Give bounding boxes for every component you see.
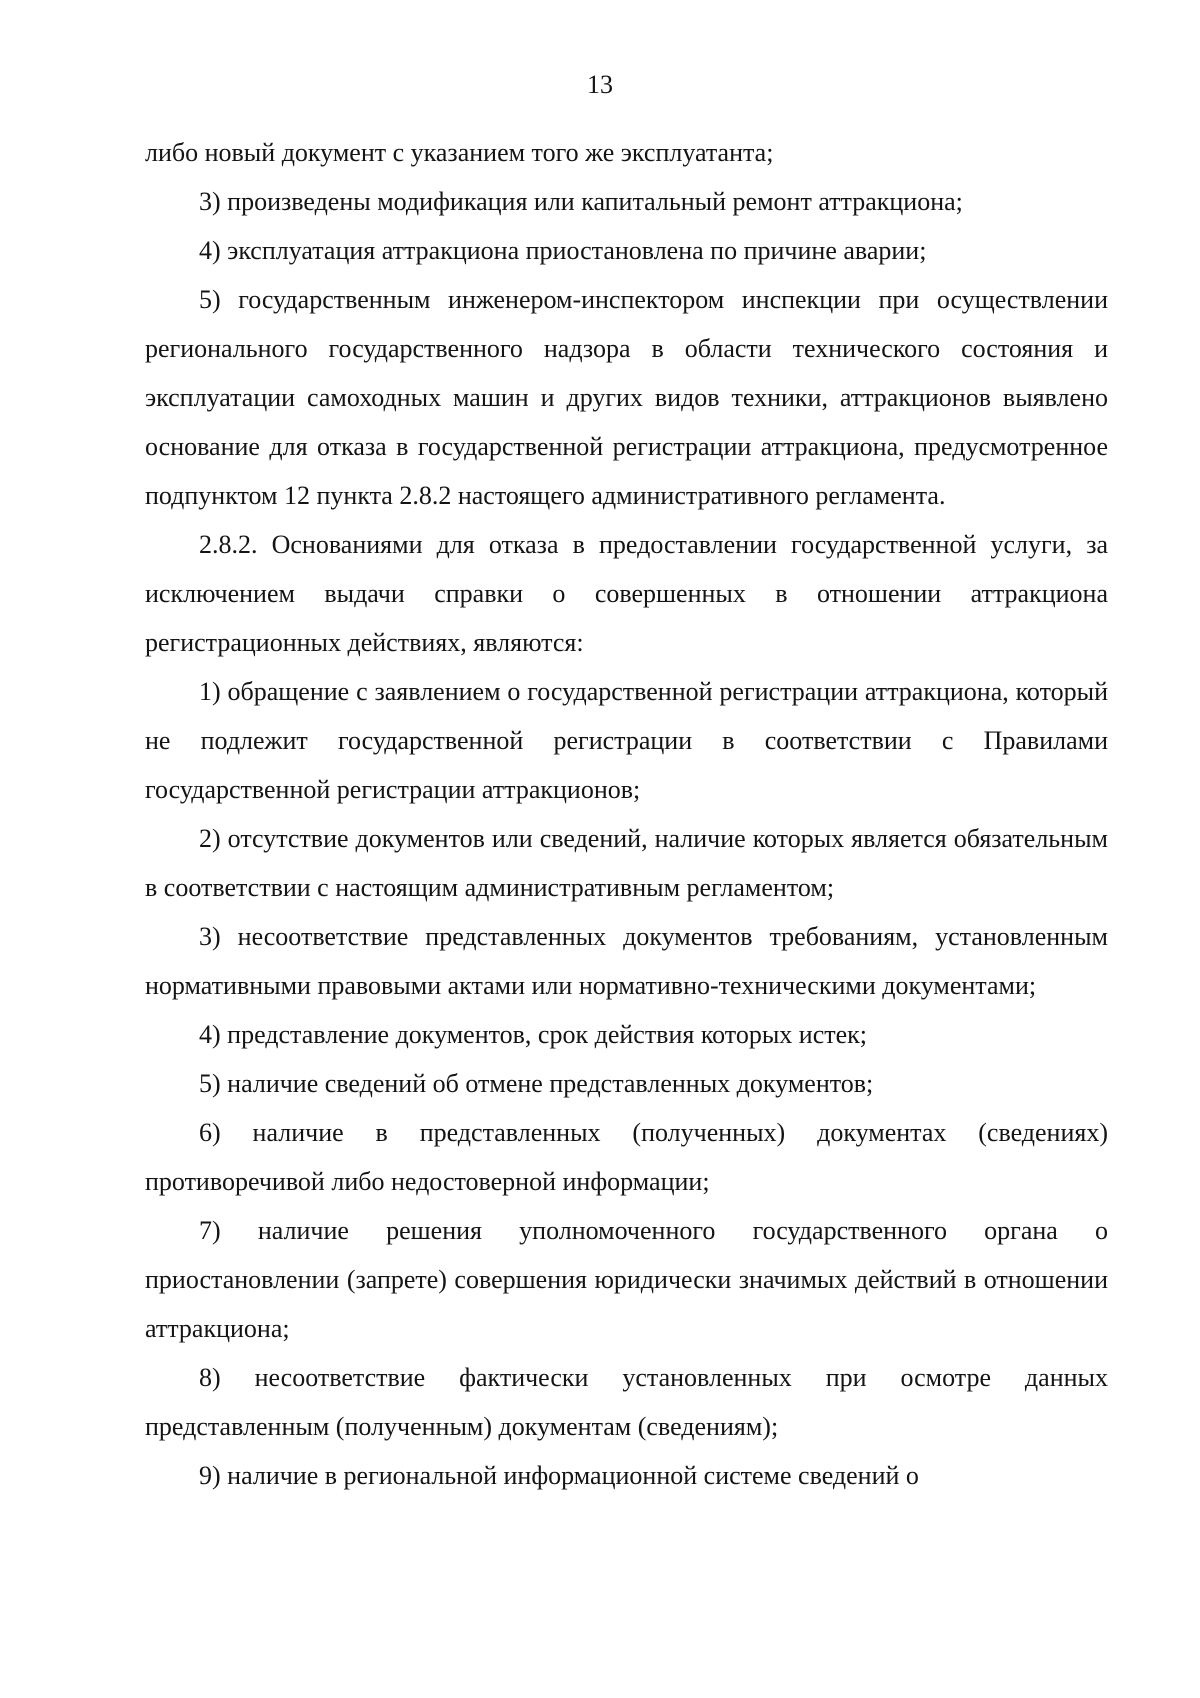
page-number: 13 — [587, 70, 613, 99]
list-item-4: 4) эксплуатация аттракциона приостановлена по причине аварии; — [199, 236, 927, 265]
refusal-ground-5: 5) наличие сведений об отмене представленных документов; — [199, 1069, 874, 1098]
refusal-ground-6: 6) наличие в представленных (полученных) документах (сведениях) противоречивой либо недостоверной информации; — [145, 1118, 1108, 1196]
list-item-5: 5) государственным инженером-инспектором инспекции при осуществлении регионального государственного надзора в области технического состояния и эксплуатации самоходных машин и других видов техники, аттракционов выявлено основание для отказа в государственной регистрации аттракциона, предусмотренное подпунктом 12 пункта 2.8.2 настоящего административного регламента. — [145, 285, 1108, 510]
refusal-ground-3: 3) несоответствие представленных документов требованиям, установленным нормативными правовыми актами или нормативно-техническими документами; — [145, 922, 1108, 1000]
refusal-ground-1: 1) обращение с заявлением о государственной регистрации аттракциона, который не подлежит государственной регистрации в соответствии с Правилами государственной регистрации аттракционов; — [145, 677, 1108, 804]
paragraph-continuation: либо новый документ с указанием того же эксплуатанта; — [145, 138, 774, 167]
refusal-ground-4: 4) представление документов, срок действия которых истек; — [199, 1020, 868, 1049]
refusal-ground-9: 9) наличие в региональной информационной системе сведений о — [199, 1461, 919, 1490]
list-item-3: 3) произведены модификация или капитальный ремонт аттракциона; — [199, 187, 963, 216]
refusal-ground-7: 7) наличие решения уполномоченного государственного органа о приостановлении (запрете) совершения юридически значимых действий в отношении аттракциона; — [145, 1216, 1108, 1343]
document-body — [145, 128, 1108, 1500]
refusal-ground-2: 2) отсутствие документов или сведений, наличие которых является обязательным в соответствии с настоящим административным регламентом; — [145, 824, 1108, 902]
refusal-ground-8: 8) несоответствие фактически установленных при осмотре данных представленным (полученным) документам (сведениям); — [145, 1363, 1108, 1441]
clause-2-8-2: 2.8.2. Основаниями для отказа в предоставлении государственной услуги, за исключением выдачи справки о совершенных в отношении аттракциона регистрационных действиях, являются: — [145, 530, 1108, 657]
